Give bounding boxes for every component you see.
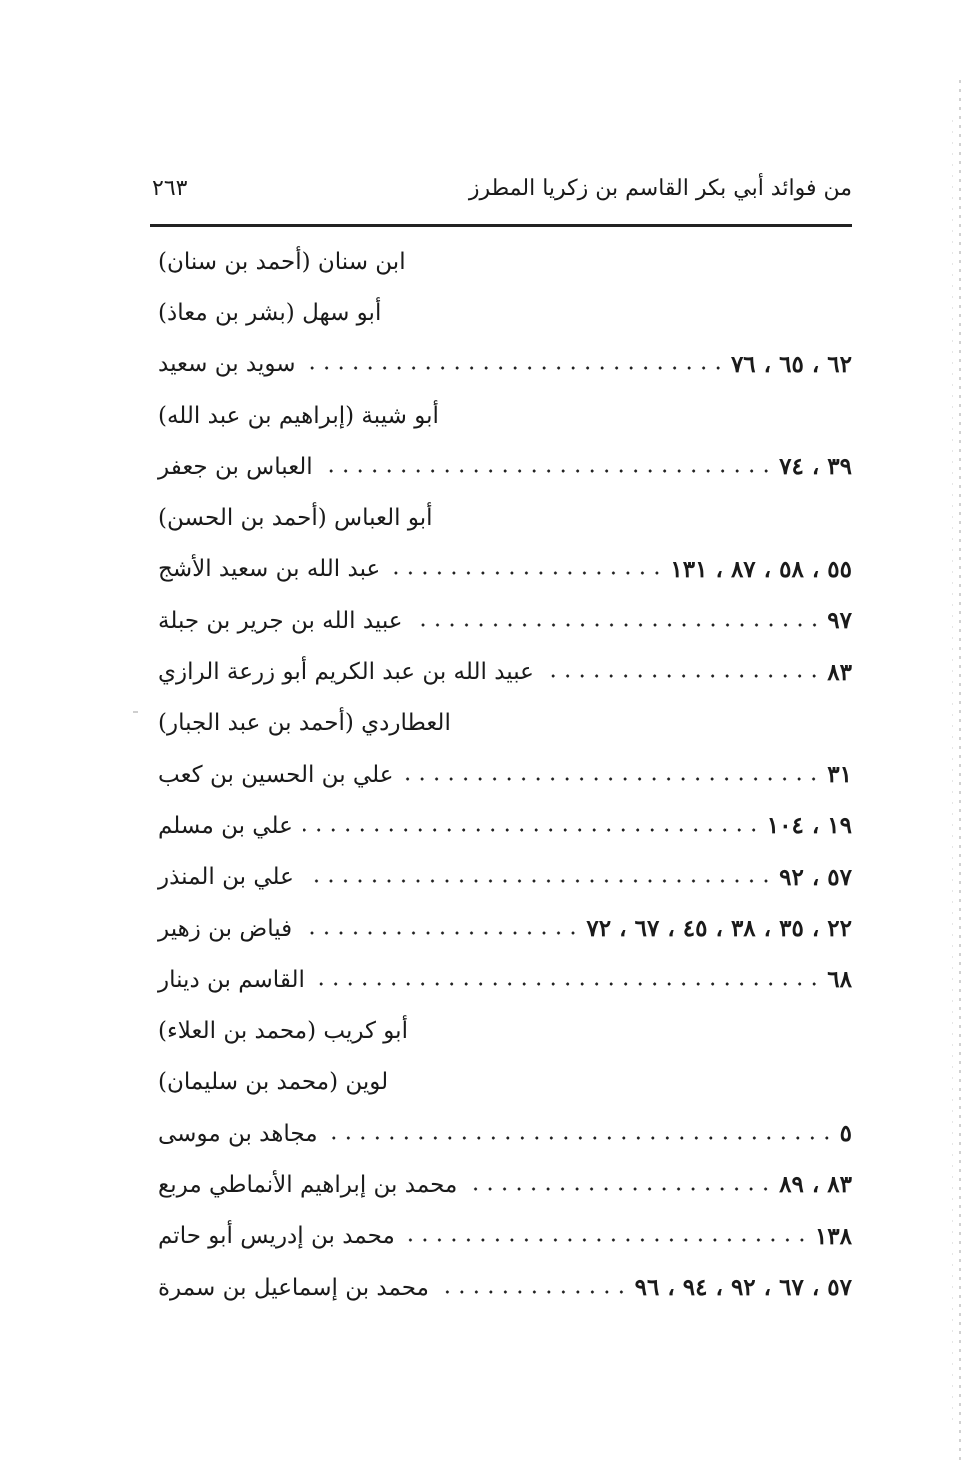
dot-leader <box>544 674 821 678</box>
index-entry <box>150 852 852 903</box>
entry-page-refs: ٥ <box>839 1120 852 1148</box>
dot-leader <box>467 1187 773 1191</box>
index-entry <box>150 1108 852 1159</box>
dot-leader <box>323 469 773 473</box>
entry-name: محمد بن إبراهيم الأنماطي مربع <box>158 1171 458 1198</box>
index-list <box>150 236 852 1313</box>
entry-page-refs: ٥٥ ، ٥٨ ، ٨٧ ، ١٣١ <box>670 555 852 583</box>
entry-name: أبو كريب (محمد بن العلاء) <box>158 1018 408 1045</box>
index-entry <box>150 1005 852 1056</box>
index-entry <box>150 698 852 749</box>
entry-name: سويد بن سعيد <box>158 351 296 378</box>
entry-name: عبد الله بن سعيد الأشج <box>158 556 381 583</box>
index-entry <box>150 441 852 492</box>
entry-page-refs: ٣٩ ، ٧٤ <box>779 453 852 481</box>
entry-name: مجاهد بن موسى <box>158 1120 318 1147</box>
entry-name: عبيد الله بن عبد الكريم أبو زرعة الرازي <box>158 659 534 686</box>
index-entry <box>150 287 852 338</box>
scan-edge-marks-inner <box>952 120 953 1420</box>
entry-page-refs: ٦٨ <box>827 966 852 994</box>
dot-leader <box>413 623 822 627</box>
dot-leader <box>403 777 821 781</box>
dot-leader <box>315 982 821 986</box>
index-entry <box>150 954 852 1005</box>
entry-name: لوين (محمد بن سليمان) <box>158 1069 389 1096</box>
dot-leader <box>439 1290 629 1294</box>
index-entry <box>150 339 852 390</box>
index-entry <box>150 1262 852 1313</box>
dot-leader <box>390 571 664 575</box>
scan-speck <box>133 711 138 713</box>
index-entry <box>150 749 852 800</box>
index-entry <box>150 236 852 287</box>
index-entry <box>150 1057 852 1108</box>
scan-edge-marks <box>959 80 961 1460</box>
header-rule <box>150 224 852 227</box>
entry-page-refs: ٢٢ ، ٣٥ ، ٣٨ ، ٤٥ ، ٦٧ ، ٧٢ <box>586 915 852 942</box>
running-header <box>150 176 852 216</box>
index-entry <box>150 646 852 697</box>
entry-page-refs: ٥٧ ، ٦٧ ، ٩٢ ، ٩٤ ، ٩٦ <box>634 1274 852 1302</box>
entry-name: محمد بن إسماعيل بن سمرة <box>158 1274 429 1301</box>
entry-name: العباس بن جعفر <box>158 453 313 480</box>
dot-leader <box>304 879 773 883</box>
dot-leader <box>328 1136 834 1140</box>
entry-name: أبو سهل (بشر بن معاذ) <box>158 299 382 326</box>
entry-page-refs: ٩٧ <box>827 607 852 635</box>
entry-page-refs: ٨٣ <box>827 658 852 686</box>
entry-name: عبيد الله بن جرير بن جبلة <box>158 607 403 634</box>
entry-name: علي بن المنذر <box>158 864 294 891</box>
entry-name: علي بن مسلم <box>158 812 293 839</box>
entry-page-refs: ١٣٨ <box>814 1222 852 1250</box>
entry-name: فياض بن زهير <box>158 915 293 942</box>
dot-leader <box>303 828 761 832</box>
index-entry <box>150 1211 852 1262</box>
index-entry <box>150 390 852 441</box>
entry-page-refs: ٦٢ ، ٦٥ ، ٧٦ <box>730 350 852 378</box>
entry-name: أبو العباس (أحمد بن الحسن) <box>158 505 433 532</box>
dot-leader <box>306 366 725 370</box>
entry-page-refs: ١٩ ، ١٠٤ <box>766 812 852 840</box>
running-title: من فوائد أبي بكر القاسم بن زكريا المطرز <box>468 176 852 201</box>
entry-name: أبو شيبة (إبراهيم بن عبد الله) <box>158 402 439 429</box>
entry-page-refs: ٨٣ ، ٨٩ <box>779 1171 852 1199</box>
index-entry <box>150 544 852 595</box>
dot-leader <box>405 1238 809 1242</box>
dot-leader <box>302 931 580 935</box>
entry-page-refs: ٣١ <box>827 761 852 789</box>
index-entry <box>150 903 852 954</box>
index-entry <box>150 492 852 543</box>
index-entry <box>150 800 852 851</box>
entry-name: علي بن الحسين بن كعب <box>158 761 394 788</box>
index-entry <box>150 1159 852 1210</box>
entry-name: محمد بن إدريس أبو حاتم <box>158 1223 395 1250</box>
entry-page-refs: ٥٧ ، ٩٢ <box>779 863 852 891</box>
page-number: ٢٦٣ <box>152 176 188 201</box>
entry-name: العطاردي (أحمد بن عبد الجبار) <box>158 710 451 737</box>
index-entry <box>150 595 852 646</box>
entry-name: ابن سنان (أحمد بن سنان) <box>158 248 406 275</box>
entry-name: القاسم بن دينار <box>158 966 305 993</box>
